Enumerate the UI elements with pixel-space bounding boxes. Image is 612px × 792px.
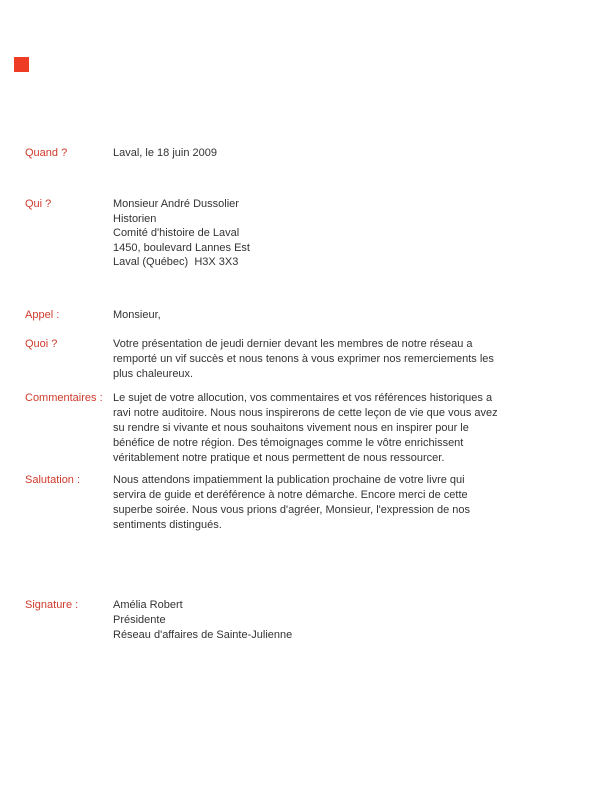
label-appel: Appel : (25, 309, 60, 321)
paragraph-quoi (113, 337, 601, 382)
paragraph-line: remporté un vif succès et nous tenons à vous exprimer nos remerciements les (113, 353, 494, 365)
label-qui: Qui ? (25, 198, 52, 210)
paragraph-line: sentiments distingués. (113, 519, 222, 531)
paragraph-line: ravi notre auditoire. Nous nous inspirerons de cette leçon de vie que vous avez (113, 407, 498, 419)
date-line (113, 146, 601, 161)
date-text: Laval, le 18 juin 2009 (113, 147, 217, 159)
paragraph-commentaires (113, 391, 601, 466)
label-commentaires: Commentaires : (25, 392, 103, 404)
paragraph-line: su rendre si vivante et nous souhaitons vivement nous en inspirer pour le (113, 422, 469, 434)
label-signature: Signature : (25, 599, 79, 611)
paragraph-line: bénéfice de notre région. Des témoignages comme le vôtre enrichissent (113, 437, 464, 449)
recipient-title: Historien (113, 212, 157, 225)
paragraph-salutation (113, 473, 601, 533)
paragraph-line: Le sujet de votre allocution, vos commentaires et vos références historiques a (113, 392, 493, 404)
paragraph-line: Nous attendons impatiemment la publication prochaine de votre livre qui (113, 474, 465, 486)
recipient-street: 1450, boulevard Lannes Est (113, 241, 250, 254)
label-quoi: Quoi ? (25, 338, 58, 350)
red-square-logo-icon (14, 57, 29, 72)
recipient-city-postal: Laval (Québec) H3X 3X3 (113, 256, 239, 268)
salutation-opening (113, 308, 601, 323)
signature-block (113, 598, 601, 643)
signer-name: Amélia Robert (113, 599, 183, 611)
paragraph-line: superbe soirée. Nous vous prions d'agréer, Monsieur, l'expression de nos (113, 504, 471, 516)
signer-organization: Réseau d'affaires de Sainte-Julienne (113, 629, 293, 641)
paragraph-line: Votre présentation de jeudi dernier devant les membres de notre réseau a (113, 338, 473, 350)
signer-title: Présidente (113, 614, 166, 626)
paragraph-line: plus chaleureux. (113, 368, 194, 380)
paragraph-line: véritablement notre pratique et nous permettent de nous ressourcer. (113, 452, 445, 464)
salutation-opening-text: Monsieur, (113, 309, 161, 321)
recipient-name: Monsieur André Dussolier (113, 198, 239, 210)
label-salutation: Salutation : (25, 474, 81, 486)
label-quand: Quand ? (25, 147, 68, 159)
paragraph-line: servira de guide et deréférence à notre démarche. Encore merci de cette (113, 489, 468, 501)
recipient-address-block (113, 197, 601, 270)
recipient-organization: Comité d'histoire de Laval (113, 227, 240, 239)
